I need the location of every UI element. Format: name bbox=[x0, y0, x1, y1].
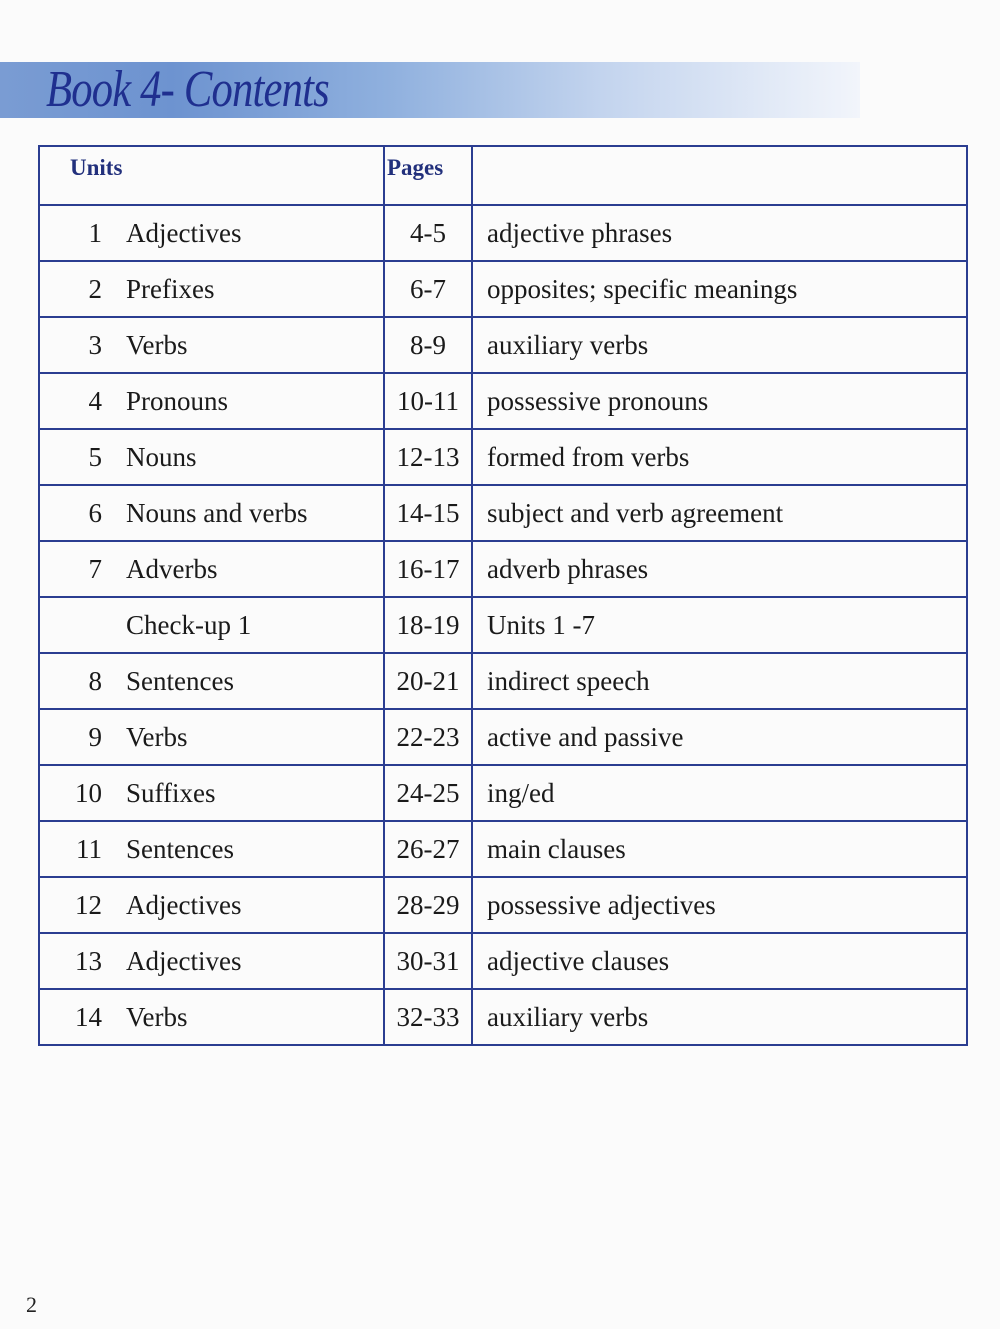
unit-name: Nouns bbox=[126, 441, 197, 472]
pages-cell: 22-23 bbox=[384, 709, 472, 765]
pages-cell: 6-7 bbox=[384, 261, 472, 317]
unit-name: Adjectives bbox=[126, 217, 242, 248]
description-cell: active and passive bbox=[472, 709, 967, 765]
unit-cell bbox=[39, 429, 384, 485]
unit-number: 8 bbox=[88, 665, 102, 696]
pages-cell: 32-33 bbox=[384, 989, 472, 1045]
pages-cell: 14-15 bbox=[384, 485, 472, 541]
pages-cell: 20-21 bbox=[384, 653, 472, 709]
unit-cell bbox=[39, 989, 384, 1045]
description-cell: adjective phrases bbox=[472, 205, 967, 261]
unit-number: 11 bbox=[76, 833, 102, 864]
unit-name: Suffixes bbox=[126, 777, 216, 808]
unit-name: Adverbs bbox=[126, 553, 218, 584]
unit-number: 4 bbox=[88, 385, 102, 416]
unit-cell bbox=[39, 373, 384, 429]
pages-cell: 10-11 bbox=[384, 373, 472, 429]
unit-cell bbox=[39, 541, 384, 597]
unit-number: 5 bbox=[88, 441, 102, 472]
pages-cell: 24-25 bbox=[384, 765, 472, 821]
unit-name: Adjectives bbox=[126, 889, 242, 920]
unit-cell bbox=[39, 485, 384, 541]
unit-cell bbox=[39, 821, 384, 877]
pages-cell: 30-31 bbox=[384, 933, 472, 989]
unit-cell bbox=[39, 709, 384, 765]
table-row bbox=[39, 821, 967, 877]
unit-number: 9 bbox=[88, 721, 102, 752]
unit-cell bbox=[39, 261, 384, 317]
unit-name: Prefixes bbox=[126, 273, 215, 304]
unit-name: Verbs bbox=[126, 721, 188, 752]
unit-number: 6 bbox=[88, 497, 102, 528]
pages-cell: 28-29 bbox=[384, 877, 472, 933]
unit-cell bbox=[39, 877, 384, 933]
unit-cell bbox=[39, 765, 384, 821]
unit-cell bbox=[39, 317, 384, 373]
page-number: 2 bbox=[26, 1292, 37, 1317]
unit-cell bbox=[39, 597, 384, 653]
unit-name: Adjectives bbox=[126, 945, 242, 976]
unit-number: 12 bbox=[75, 889, 102, 920]
description-cell: adjective clauses bbox=[472, 933, 967, 989]
page-title: Book 4- Contents bbox=[46, 61, 329, 118]
description-cell: Units 1 -7 bbox=[472, 597, 967, 653]
table-row bbox=[39, 373, 967, 429]
table-row bbox=[39, 485, 967, 541]
description-header bbox=[472, 146, 967, 205]
pages-cell: 12-13 bbox=[384, 429, 472, 485]
pages-cell: 18-19 bbox=[384, 597, 472, 653]
unit-number: 14 bbox=[75, 1001, 102, 1032]
unit-name: Sentences bbox=[126, 665, 234, 696]
table-row bbox=[39, 541, 967, 597]
units-header: Units bbox=[39, 146, 384, 205]
unit-name: Sentences bbox=[126, 833, 234, 864]
description-cell: indirect speech bbox=[472, 653, 967, 709]
description-cell: opposites; specific meanings bbox=[472, 261, 967, 317]
description-cell: possessive pronouns bbox=[472, 373, 967, 429]
pages-cell: 16-17 bbox=[384, 541, 472, 597]
unit-name: Pronouns bbox=[126, 385, 229, 416]
unit-number: 10 bbox=[75, 777, 102, 808]
table-row bbox=[39, 765, 967, 821]
unit-number: 3 bbox=[88, 329, 102, 360]
pages-cell: 8-9 bbox=[384, 317, 472, 373]
description-cell: auxiliary verbs bbox=[472, 989, 967, 1045]
description-cell: formed from verbs bbox=[472, 429, 967, 485]
description-cell: subject and verb agreement bbox=[472, 485, 967, 541]
unit-number: 1 bbox=[88, 217, 102, 248]
table-row bbox=[39, 653, 967, 709]
description-cell: auxiliary verbs bbox=[472, 317, 967, 373]
description-cell: possessive adjectives bbox=[472, 877, 967, 933]
table-row bbox=[39, 877, 967, 933]
unit-number: 2 bbox=[88, 273, 102, 304]
unit-name: Verbs bbox=[126, 1001, 188, 1032]
table-row bbox=[39, 261, 967, 317]
table-row bbox=[39, 597, 967, 653]
table-row bbox=[39, 317, 967, 373]
table-row bbox=[39, 205, 967, 261]
pages-cell: 26-27 bbox=[384, 821, 472, 877]
unit-number: 13 bbox=[75, 945, 102, 976]
table-header-row bbox=[39, 146, 967, 205]
unit-name: Verbs bbox=[126, 329, 188, 360]
unit-cell bbox=[39, 653, 384, 709]
unit-name: Nouns and verbs bbox=[126, 497, 308, 528]
unit-name: Check-up 1 bbox=[126, 609, 252, 640]
description-cell: adverb phrases bbox=[472, 541, 967, 597]
table-row bbox=[39, 989, 967, 1045]
unit-number: 7 bbox=[88, 553, 102, 584]
description-cell: ing/ed bbox=[472, 765, 967, 821]
contents-table bbox=[38, 145, 968, 1046]
pages-cell: 4-5 bbox=[384, 205, 472, 261]
table-row bbox=[39, 709, 967, 765]
description-cell: main clauses bbox=[472, 821, 967, 877]
pages-header: Pages bbox=[384, 146, 472, 205]
unit-cell bbox=[39, 205, 384, 261]
unit-cell bbox=[39, 933, 384, 989]
table-row bbox=[39, 933, 967, 989]
table-row bbox=[39, 429, 967, 485]
